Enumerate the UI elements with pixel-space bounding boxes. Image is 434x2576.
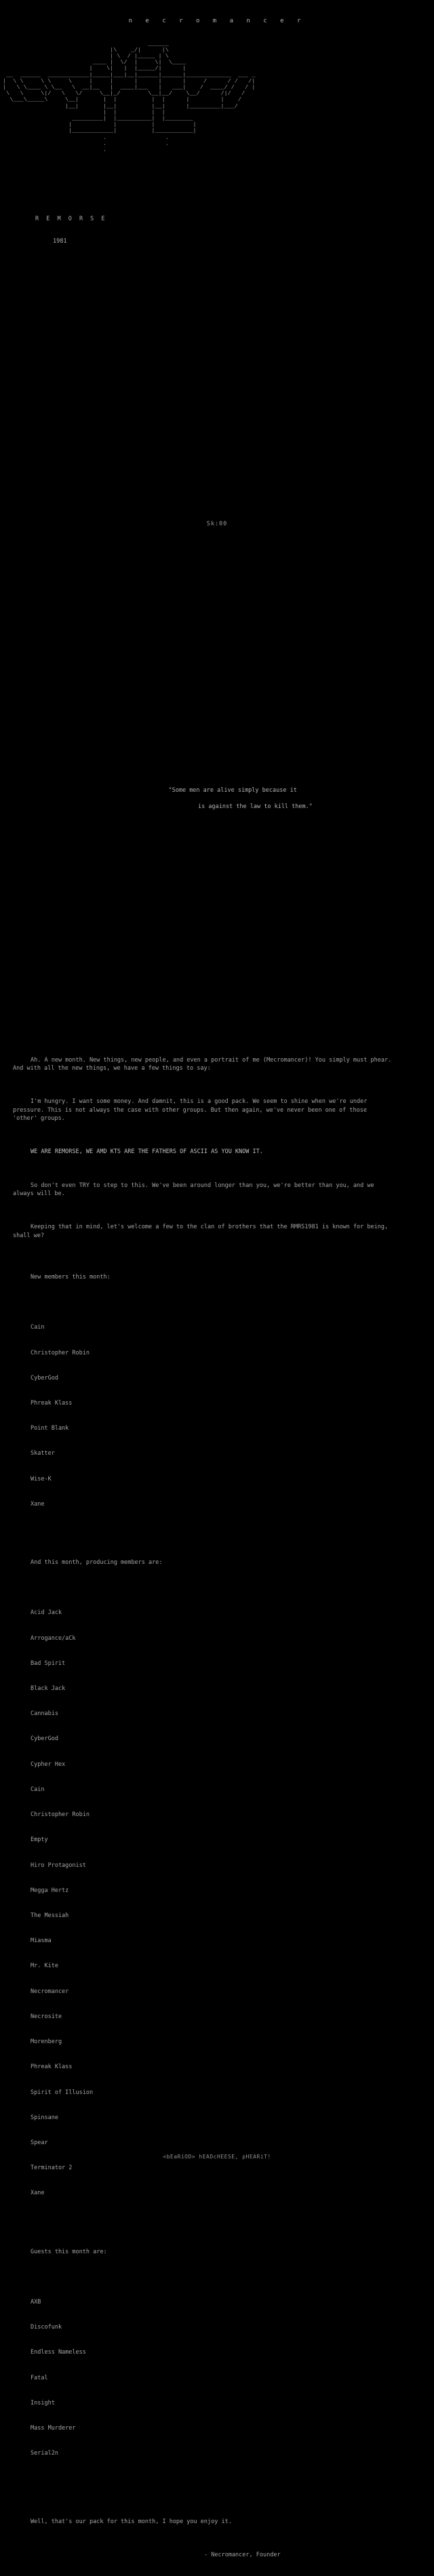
- list-item: Terminator 2: [31, 2165, 73, 2172]
- list-item: Phreak Klass: [31, 2064, 73, 2071]
- list-item: Skatter: [31, 1450, 55, 1457]
- list-item: Necromancer: [31, 1988, 69, 1995]
- paragraph-welcome: Keeping that in mind, let's welcome a few to the clan of brothers that the RMRS1981 is known for being, shall we?: [13, 1224, 392, 1239]
- producing-members-heading: And this month, producing members are:: [31, 1559, 163, 1567]
- list-item: Spirit of Illusion: [31, 2089, 94, 2096]
- list-item: Arrogance/aCk: [31, 1634, 76, 1642]
- list-item: AXB: [31, 2298, 41, 2306]
- list-item: Cypher Hex: [31, 1760, 66, 1768]
- paragraph-challenge: So don't even TRY to step to this. We've been around longer than you, we're better than you, and we always will be.: [13, 1182, 378, 1198]
- quote-line-1: "Some men are alive simply because it: [168, 787, 297, 794]
- list-item: Morenberg: [31, 2038, 62, 2046]
- list-item: Point Blank: [31, 1425, 69, 1432]
- new-members-heading: New members this month:: [31, 1274, 111, 1281]
- list-item: Hiro Protagonist: [31, 1861, 86, 1869]
- list-item: Endless Nameless: [31, 2349, 86, 2356]
- list-item: Fatal: [31, 2374, 48, 2381]
- list-item: Cain: [31, 1324, 45, 1331]
- list-item: Miasma: [31, 1937, 52, 1945]
- list-item: Spinsane: [31, 2114, 58, 2121]
- list-item: Wise-K: [31, 1475, 52, 1483]
- producing-members-list: [13, 1592, 393, 2215]
- page-title: n e c r o m a n c e r: [128, 18, 306, 24]
- list-item: Necrosite: [31, 2013, 62, 2020]
- founder-signature: - Necromancer, Founder: [204, 2551, 281, 2558]
- list-item: Cannabis: [31, 1710, 58, 1718]
- remorse-credit: [35, 201, 107, 260]
- list-item: Xane: [31, 2190, 45, 2197]
- guests-heading: Guests this month are:: [31, 2248, 107, 2255]
- list-item: Bad Spirit: [31, 1659, 66, 1667]
- manifesto-shout-line: WE ARE REMORSE, WE AMD KTS ARE THE FATHERS OF ASCII AS YOU KNOW IT.: [31, 1148, 263, 1156]
- paragraph-hungry: I'm hungry. I want some money. And damnit, this is a good pack. We seem to shine when we're under pressure. This is not always the case with other groups. But then again, we've never been one of those 'other' groups.: [13, 1098, 371, 1123]
- list-item: Acid Jack: [31, 1609, 62, 1617]
- list-item: Serial2n: [31, 2450, 58, 2457]
- list-item: Christopher Robin: [31, 1349, 90, 1356]
- list-item: CyberGod: [31, 1735, 58, 1743]
- quote-line-2: is against the law to kill them.": [198, 803, 313, 810]
- list-item: Phreak Klass: [31, 1400, 73, 1407]
- list-item: Mass Murderer: [31, 2424, 76, 2432]
- list-item: Megga Hertz: [31, 1887, 69, 1894]
- list-item: Discofunk: [31, 2324, 62, 2331]
- list-item: Spear: [31, 2139, 48, 2146]
- remorse-group-name: R E M O R S E: [35, 216, 107, 222]
- sk-marker: Sk:00: [206, 521, 228, 527]
- list-item: Cain: [31, 1786, 45, 1793]
- guests-list: [13, 2281, 393, 2474]
- remorse-year: 1981: [53, 238, 67, 245]
- list-item: Insight: [31, 2399, 55, 2407]
- list-item: Christopher Robin: [31, 1811, 90, 1819]
- necromancer-logo-art: ______ |\ _/| |\ | \ / |_____ | \ ____ | \/ | \| \____ | \| | |_____/| | __ ______ ____________|_____|___|__|______|______|_____________ ___ _ | \ \ \ \ \ | | | | | / / / /| | \ \____ \ \__ \ __|__ | ____|___ | ___| / ____/ / / | \ \ \|/ \ \/ \__|_/ \__|__/ \__/ /|/ / \___\_____\ \__| | | | | | | / |__| |__| |__| |_________|___/ | | | | _________| |__________| |________ | | | | |____________| |___________| . . . . .: [3, 40, 256, 153]
- signoff-text: Well, that's our pack for this month, I hope you enjoy it.: [31, 2518, 232, 2525]
- list-item: CyberGod: [31, 1374, 58, 1382]
- footer-credit: <bEaRiOD> hEADcHEESE, pHEARiT!: [163, 2154, 271, 2160]
- list-item: Mr. Kite: [31, 1963, 58, 1970]
- article-body: [13, 1039, 393, 2576]
- quote-block: [155, 778, 313, 827]
- list-item: Xane: [31, 1500, 45, 1508]
- list-item: Black Jack: [31, 1685, 66, 1693]
- paragraph-intro: Ah. A new month. New things, new people, and even a portrait of me (Mecromancer)! You simply must phear. And with all the new things, we have a few things to say:: [13, 1056, 395, 1072]
- new-members-list: [13, 1307, 393, 1526]
- list-item: The Messiah: [31, 1912, 69, 1919]
- list-item: Empty: [31, 1836, 48, 1844]
